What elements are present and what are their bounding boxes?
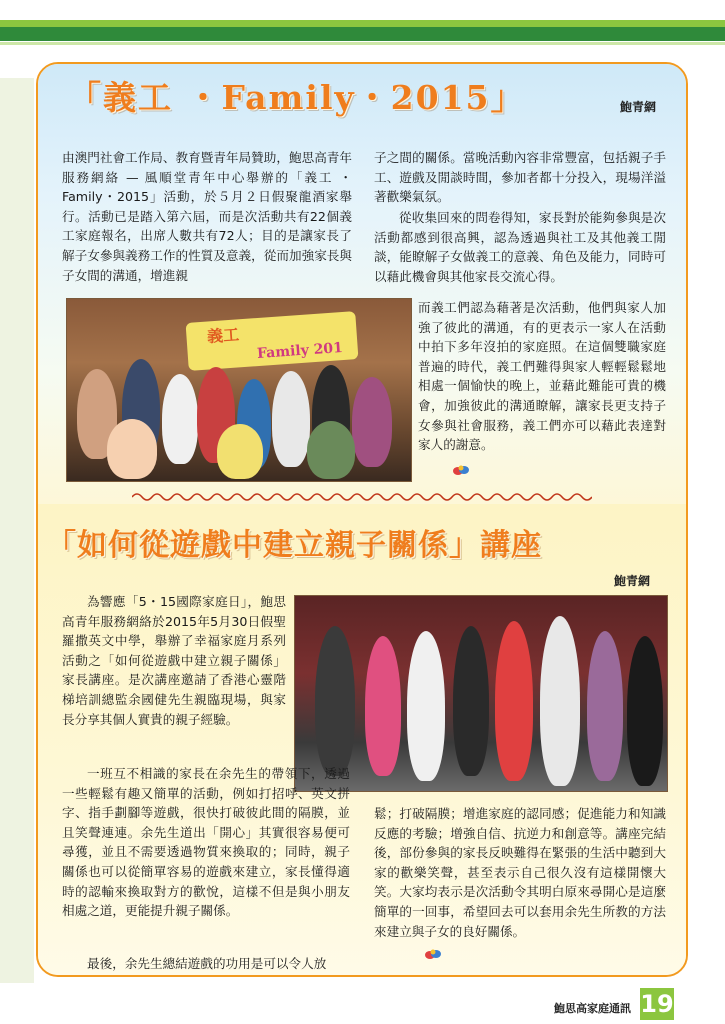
wavy-divider (132, 490, 592, 504)
publication-name: 鮑思高家庭通訊 (554, 1002, 631, 1015)
banner-text-2: Family 201 (256, 340, 344, 362)
header-bar (0, 27, 725, 41)
article1-byline: 鮑青網 (620, 100, 657, 114)
banner-text-1: 義工 (206, 324, 240, 347)
article2-paragraph-1: 為響應「5・15國際家庭日」，鮑思高青年服務網絡於2015年5月30日假聖羅撒英文中學，舉辦了幸福家庭月系列活動之「如何從遊戲中建立親子關係」家長講座。是次講座邀請了香港心靈階梯培訓總監余國健先生親臨現場，與家長分享其個人實貴的親子經驗。 (62, 594, 286, 727)
article1-paragraph-1: 由澳門社會工作局、教育暨青年局贊助，鮑思高青年服務網絡 — 風順堂青年中心舉辦的「義工 ・Family・2015」活動，於５月２日假聚龍酒家舉行。活動已是踏入第六屆，而是次活動共有22個義工家庭報名，出席人數共有72人；目的是讓家長了解子女參與義務工作的性質及意義，從而加強家長與子女間的溝通，增進親 (62, 150, 352, 283)
page-number: 19 (640, 990, 674, 1018)
article2-byline: 鮑青網 (614, 574, 651, 588)
parent-talk-photo (294, 595, 668, 792)
article1-paragraph-4: 而義工們認為藉著是次活動，他們與家人加強了彼此的溝通，有的更表示一家人在活動中拍下多年沒拍的家庭照。在這個雙職家庭普遍的時代，義工們難得與家人輕輕鬆鬆地相處一個愉快的晚上，並藉此難能可貴的機會，加強彼此的溝通瞭解，讓家長更支持子女參與社會服務，義工們亦可以藉此表達對家人的謝意。 (418, 300, 666, 453)
article2-paragraph-4: 鬆；打破隔膜；增進家庭的認同感；促進能力和知識反應的考驗；增強自信、抗逆力和創意等。講座完結後，部份參與的家長反映難得在緊張的生活中聽到大家的歡樂笑聲，甚至表示自己很久沒有這樣開懷大笑。大家均表示是次活動令其明白原來尋開心是這麼簡單的一回事，希望回去可以套用余先生所教的方法來建立與子女的良好關係。 (374, 806, 666, 939)
mascot-icon (424, 948, 442, 960)
article2-title: 「如何從遊戲中建立親子關係」講座 (46, 528, 542, 563)
article1-title: 「義工 ・Family・2015」 (68, 78, 526, 117)
side-strip (0, 78, 34, 983)
volunteer-family-group-photo (66, 298, 412, 482)
article2-paragraph-3: 最後，余先生總結遊戲的功用是可以令人放 (87, 956, 327, 971)
article2-paragraph-2: 一班互不相識的家長在余先生的帶領下，透過一些輕鬆有趣又簡單的活動，例如打招呼、英文拼字、指手劃腳等遊戲，很快打破彼此間的隔膜，並且笑聲連連。余先生道出「開心」其實很容易便可尋獲，並且不需要透過物質來換取的；同時，親子關係也可以從簡單容易的遊戲來建立，家長懂得適時的認輸來換取對方的歡悅，這樣不但是與小朋友相處之道，更能提升親子關係。 (62, 766, 350, 919)
mascot-icon (452, 464, 470, 476)
article1-paragraph-2: 子之間的關係。當晚活動內容非常豐富，包括親子手工、遊戲及閒談時間，參加者都十分投入，現場洋溢著歡樂氣氛。 (374, 150, 666, 205)
header-bar-thin (0, 42, 725, 45)
article1-paragraph-3: 從收集回來的問卷得知，家長對於能夠參與是次活動都感到很高興，認為透過與社工及其他義工閒談，能瞭解子女做義工的意義、角色及能力，同時可以藉此機會與其他家長交流心得。 (374, 210, 666, 284)
